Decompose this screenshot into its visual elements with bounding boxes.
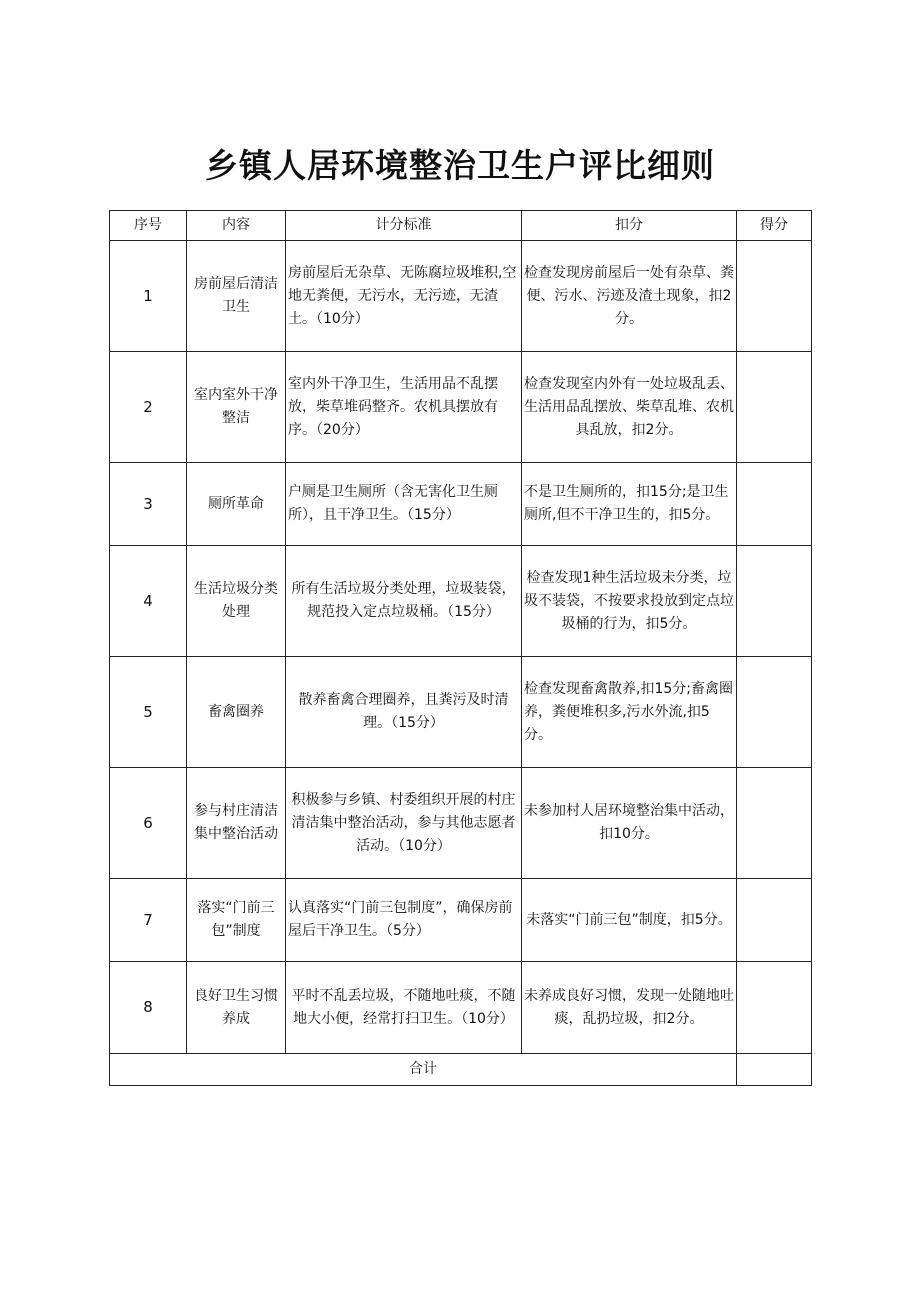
header-standard: 计分标准: [286, 211, 522, 241]
header-content: 内容: [187, 211, 286, 241]
cell-score[interactable]: [737, 546, 812, 657]
cell-content: 良好卫生习惯养成: [187, 962, 286, 1054]
table-row: [110, 657, 812, 768]
table-row: [110, 546, 812, 657]
cell-deduction: 检查发现室内外有一处垃圾乱丢、生活用品乱摆放、柴草乱堆、农机具乱放，扣2分。: [522, 352, 737, 463]
cell-content: 生活垃圾分类处理: [187, 546, 286, 657]
total-score-cell[interactable]: [737, 1054, 812, 1086]
cell-no: 5: [110, 657, 187, 768]
cell-content: 厕所革命: [187, 463, 286, 546]
cell-score[interactable]: [737, 352, 812, 463]
cell-deduction: 检查发现畜禽散养,扣15分;畜禽圈养，粪便堆积多,污水外流,扣5分。: [522, 657, 737, 768]
cell-score[interactable]: [737, 962, 812, 1054]
table-header-row: [110, 211, 812, 241]
table-row: [110, 352, 812, 463]
cell-standard: 散养畜禽合理圈养，且粪污及时清理。（15分）: [286, 657, 522, 768]
cell-standard: 室内外干净卫生，生活用品不乱摆放，柴草堆码整齐。农机具摆放有序。（20分）: [286, 352, 522, 463]
cell-content: 室内室外干净整洁: [187, 352, 286, 463]
cell-score[interactable]: [737, 463, 812, 546]
table-total-row: [110, 1054, 812, 1086]
cell-standard: 所有生活垃圾分类处理，垃圾装袋，规范投入定点垃圾桶。（15分）: [286, 546, 522, 657]
cell-standard: 认真落实“门前三包制度”，确保房前屋后干净卫生。（5分）: [286, 879, 522, 962]
cell-score[interactable]: [737, 768, 812, 879]
cell-deduction: 检查发现房前屋后一处有杂草、粪便、污水、污迹及渣土现象，扣2分。: [522, 241, 737, 352]
table-row: [110, 241, 812, 352]
table-row: [110, 879, 812, 962]
cell-no: 4: [110, 546, 187, 657]
cell-content: 畜禽圈养: [187, 657, 286, 768]
scoring-table: [109, 210, 812, 1086]
cell-no: 3: [110, 463, 187, 546]
cell-no: 6: [110, 768, 187, 879]
cell-standard: 平时不乱丢垃圾，不随地吐痰，不随地大小便，经常打扫卫生。（10分）: [286, 962, 522, 1054]
total-label: 合计: [110, 1054, 737, 1086]
cell-standard: 房前屋后无杂草、无陈腐垃圾堆积,空地无粪便，无污水，无污迹，无渣土。（10分）: [286, 241, 522, 352]
cell-content: 房前屋后清洁卫生: [187, 241, 286, 352]
table-row: [110, 962, 812, 1054]
header-no: 序号: [110, 211, 187, 241]
cell-content: 参与村庄清洁集中整治活动: [187, 768, 286, 879]
cell-standard: 户厕是卫生厕所（含无害化卫生厕所），且干净卫生。（15分）: [286, 463, 522, 546]
cell-deduction: 未养成良好习惯，发现一处随地吐痰，乱扔垃圾，扣2分。: [522, 962, 737, 1054]
cell-deduction: 不是卫生厕所的，扣15分;是卫生厕所,但不干净卫生的，扣5分。: [522, 463, 737, 546]
cell-no: 1: [110, 241, 187, 352]
cell-deduction: 检查发现1种生活垃圾未分类，垃圾不装袋，不按要求投放到定点垃圾桶的行为，扣5分。: [522, 546, 737, 657]
cell-score[interactable]: [737, 657, 812, 768]
header-deduction: 扣分: [522, 211, 737, 241]
page-title: 乡镇人居环境整治卫生户评比细则: [205, 146, 715, 185]
cell-deduction: 未落实“门前三包”制度，扣5分。: [522, 879, 737, 962]
cell-content: 落实“门前三包”制度: [187, 879, 286, 962]
cell-no: 2: [110, 352, 187, 463]
cell-no: 8: [110, 962, 187, 1054]
cell-no: 7: [110, 879, 187, 962]
header-score: 得分: [737, 211, 812, 241]
cell-standard: 积极参与乡镇、村委组织开展的村庄清洁集中整治活动，参与其他志愿者活动。（10分）: [286, 768, 522, 879]
table-row: [110, 463, 812, 546]
cell-score[interactable]: [737, 879, 812, 962]
cell-deduction: 未参加村人居环境整治集中活动，扣10分。: [522, 768, 737, 879]
table-row: [110, 768, 812, 879]
cell-score[interactable]: [737, 241, 812, 352]
